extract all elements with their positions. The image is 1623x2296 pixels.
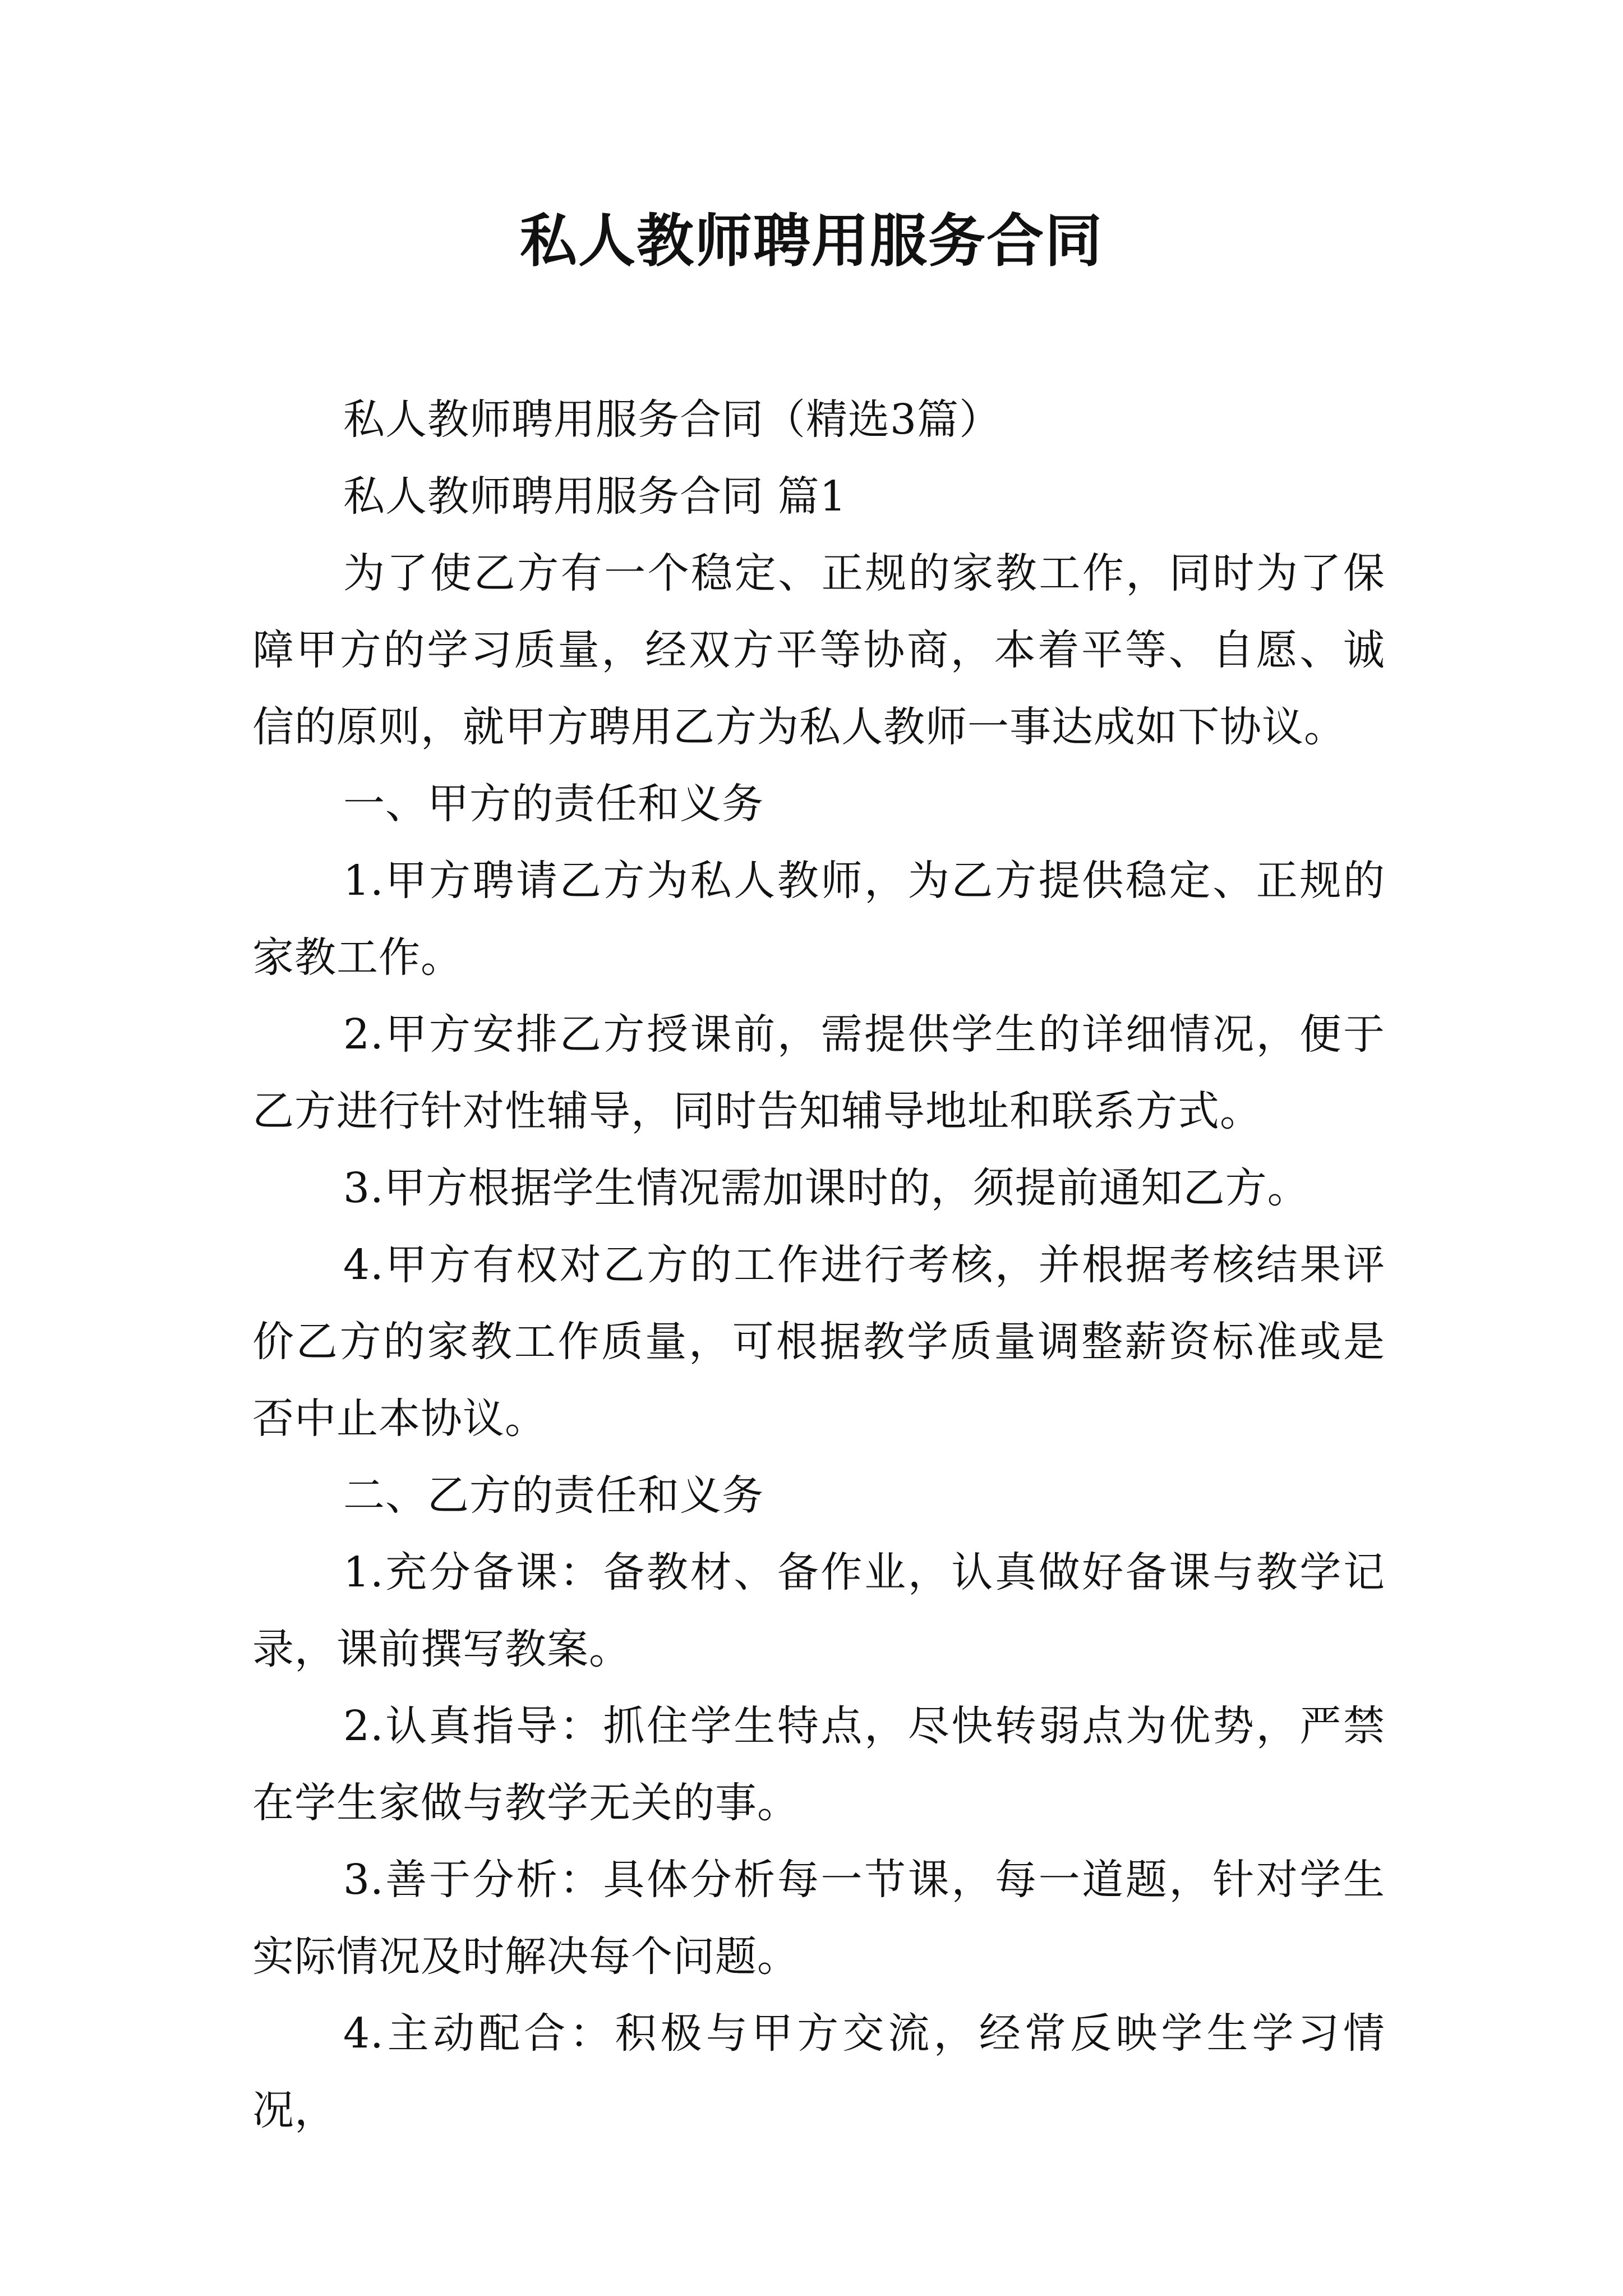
clause-a-2: 2.甲方安排乙方授课前，需提供学生的详细情况，便于乙方进行针对性辅导，同时告知辅导地址和联系方式。 <box>252 1010 1385 1135</box>
collection-title: 私人教师聘用服务合同（精选3篇） <box>343 395 1002 444</box>
document-title: 私人教师聘用服务合同 <box>520 208 1103 275</box>
section-heading-party-a: 一、甲方的责任和义务 <box>343 780 764 828</box>
clause-b-4: 4.主动配合：积极与甲方交流，经常反映学生学习情况， <box>252 2009 1385 2134</box>
clause-a-1: 1.甲方聘请乙方为私人教师，为乙方提供稳定、正规的家教工作。 <box>252 857 1385 982</box>
clause-a-4: 4.甲方有权对乙方的工作进行考核，并根据考核结果评价乙方的家教工作质量，可根据教学质量调整薪资标准或是否中止本协议。 <box>252 1241 1385 1443</box>
clause-b-3: 3.善于分析：具体分析每一节课，每一道题，针对学生实际情况及时解决每个问题。 <box>252 1856 1385 1981</box>
clause-b-2: 2.认真指导：抓住学生特点，尽快转弱点为优势，严禁在学生家做与教学无关的事。 <box>252 1702 1385 1827</box>
document-body <box>252 381 1385 2149</box>
section-heading-party-b: 二、乙方的责任和义务 <box>343 1471 764 1520</box>
intro-paragraph: 为了使乙方有一个稳定、正规的家教工作，同时为了保障甲方的学习质量，经双方平等协商，本着平等、自愿、诚信的原则，就甲方聘用乙方为私人教师一事达成如下协议。 <box>252 549 1385 751</box>
section-title-part-1: 私人教师聘用服务合同 篇1 <box>343 472 847 521</box>
clause-a-3: 3.甲方根据学生情况需加课时的，须提前通知乙方。 <box>343 1164 1310 1212</box>
clause-b-1: 1.充分备课：备教材、备作业，认真做好备课与教学记录，课前撰写教案。 <box>252 1548 1385 1673</box>
